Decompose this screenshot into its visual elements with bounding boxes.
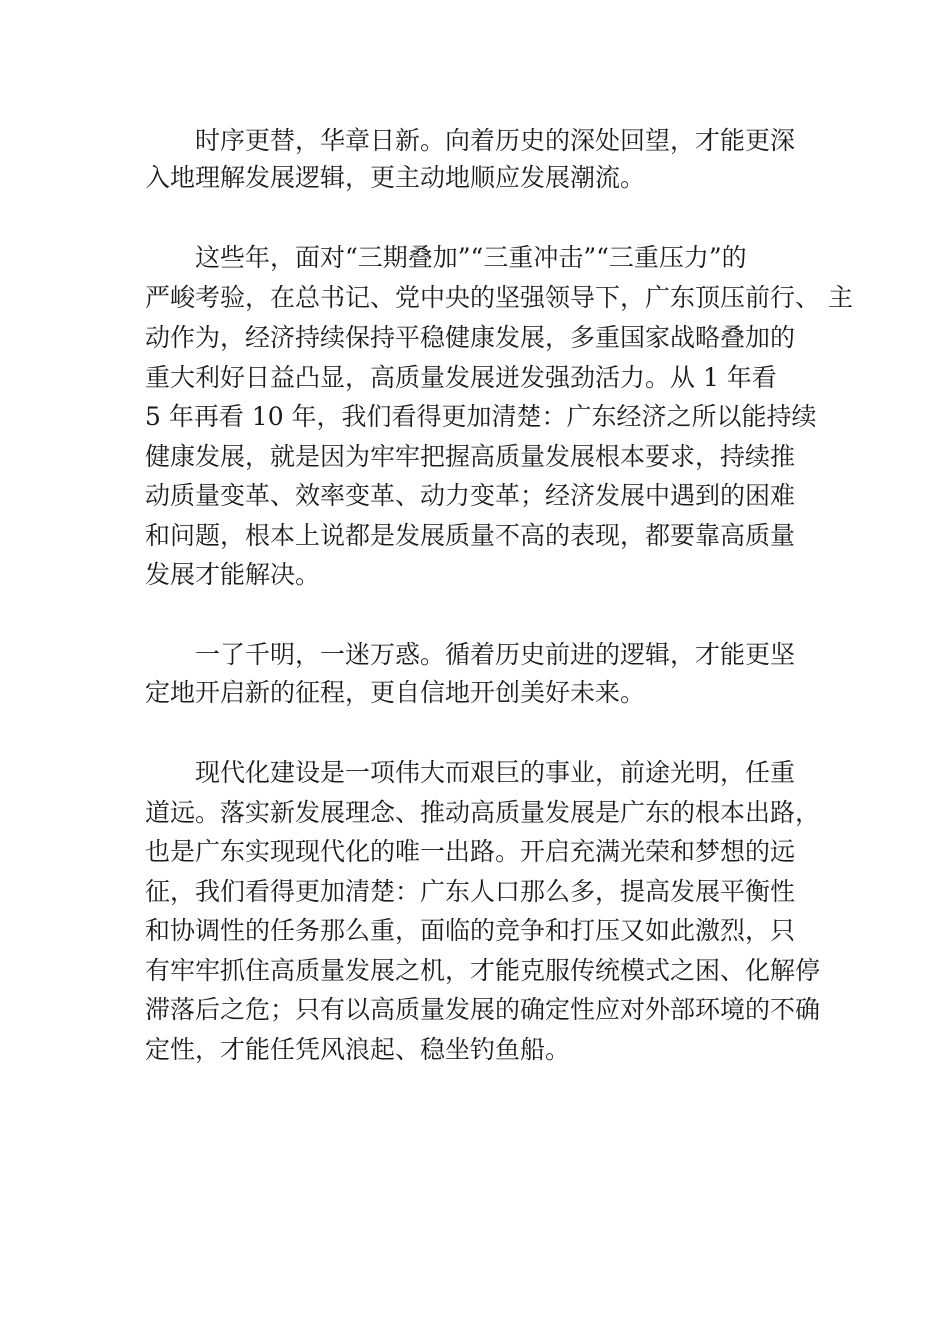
paragraph-line: 现代化建设是一项伟大而艰巨的事业，前途光明，任重	[195, 758, 796, 787]
paragraph-line: 滞落后之危；只有以高质量发展的确定性应对外部环境的不确	[145, 995, 821, 1024]
paragraph-line: 有牢牢抓住高质量发展之机，才能克服传统模式之困、化解停	[145, 956, 821, 985]
paragraph-line: 和协调性的任务那么重，面临的竞争和打压又如此激烈，只	[145, 916, 796, 945]
paragraph-line: 征，我们看得更加清楚：广东人口那么多，提高发展平衡性	[145, 877, 796, 906]
paragraph-line: 动作为，经济持续保持平稳健康发展，多重国家战略叠加的	[145, 323, 796, 352]
paragraph-line: 定性，才能任凭风浪起、稳坐钓鱼船。	[145, 1035, 571, 1064]
paragraph-line: 和问题，根本上说都是发展质量不高的表现，都要靠高质量	[145, 521, 796, 550]
paragraph-line: 严峻考验，在总书记、党中央的坚强领导下，广东顶压前行、 主	[145, 283, 853, 312]
paragraph-line: 定地开启新的征程，更自信地开创美好未来。	[145, 678, 646, 707]
paragraph-line: 入地理解发展逻辑，更主动地顺应发展潮流。	[145, 163, 646, 192]
paragraph-line: 5 年再看 10 年，我们看得更加清楚：广东经济之所以能持续	[145, 402, 817, 431]
paragraph-line: 发展才能解决。	[145, 560, 321, 589]
paragraph-line: 健康发展，就是因为牢牢把握高质量发展根本要求，持续推	[145, 442, 796, 471]
paragraph-line: 重大利好日益凸显，高质量发展迸发强劲活力。从 1 年看	[145, 363, 777, 392]
paragraph-line: 这些年，面对“三期叠加”“三重冲击”“三重压力”的	[195, 243, 747, 272]
paragraph-line: 也是广东实现现代化的唯一出路。开启充满光荣和梦想的远	[145, 837, 796, 866]
paragraph-line: 动质量变革、效率变革、动力变革；经济发展中遇到的困难	[145, 481, 796, 510]
paragraph-line: 道远。落实新发展理念、推动高质量发展是广东的根本出路，	[145, 798, 821, 827]
paragraph-line: 一了千明，一迷万惑。循着历史前进的逻辑，才能更坚	[195, 640, 796, 669]
paragraph-line: 时序更替，华章日新。向着历史的深处回望，才能更深	[195, 126, 796, 155]
